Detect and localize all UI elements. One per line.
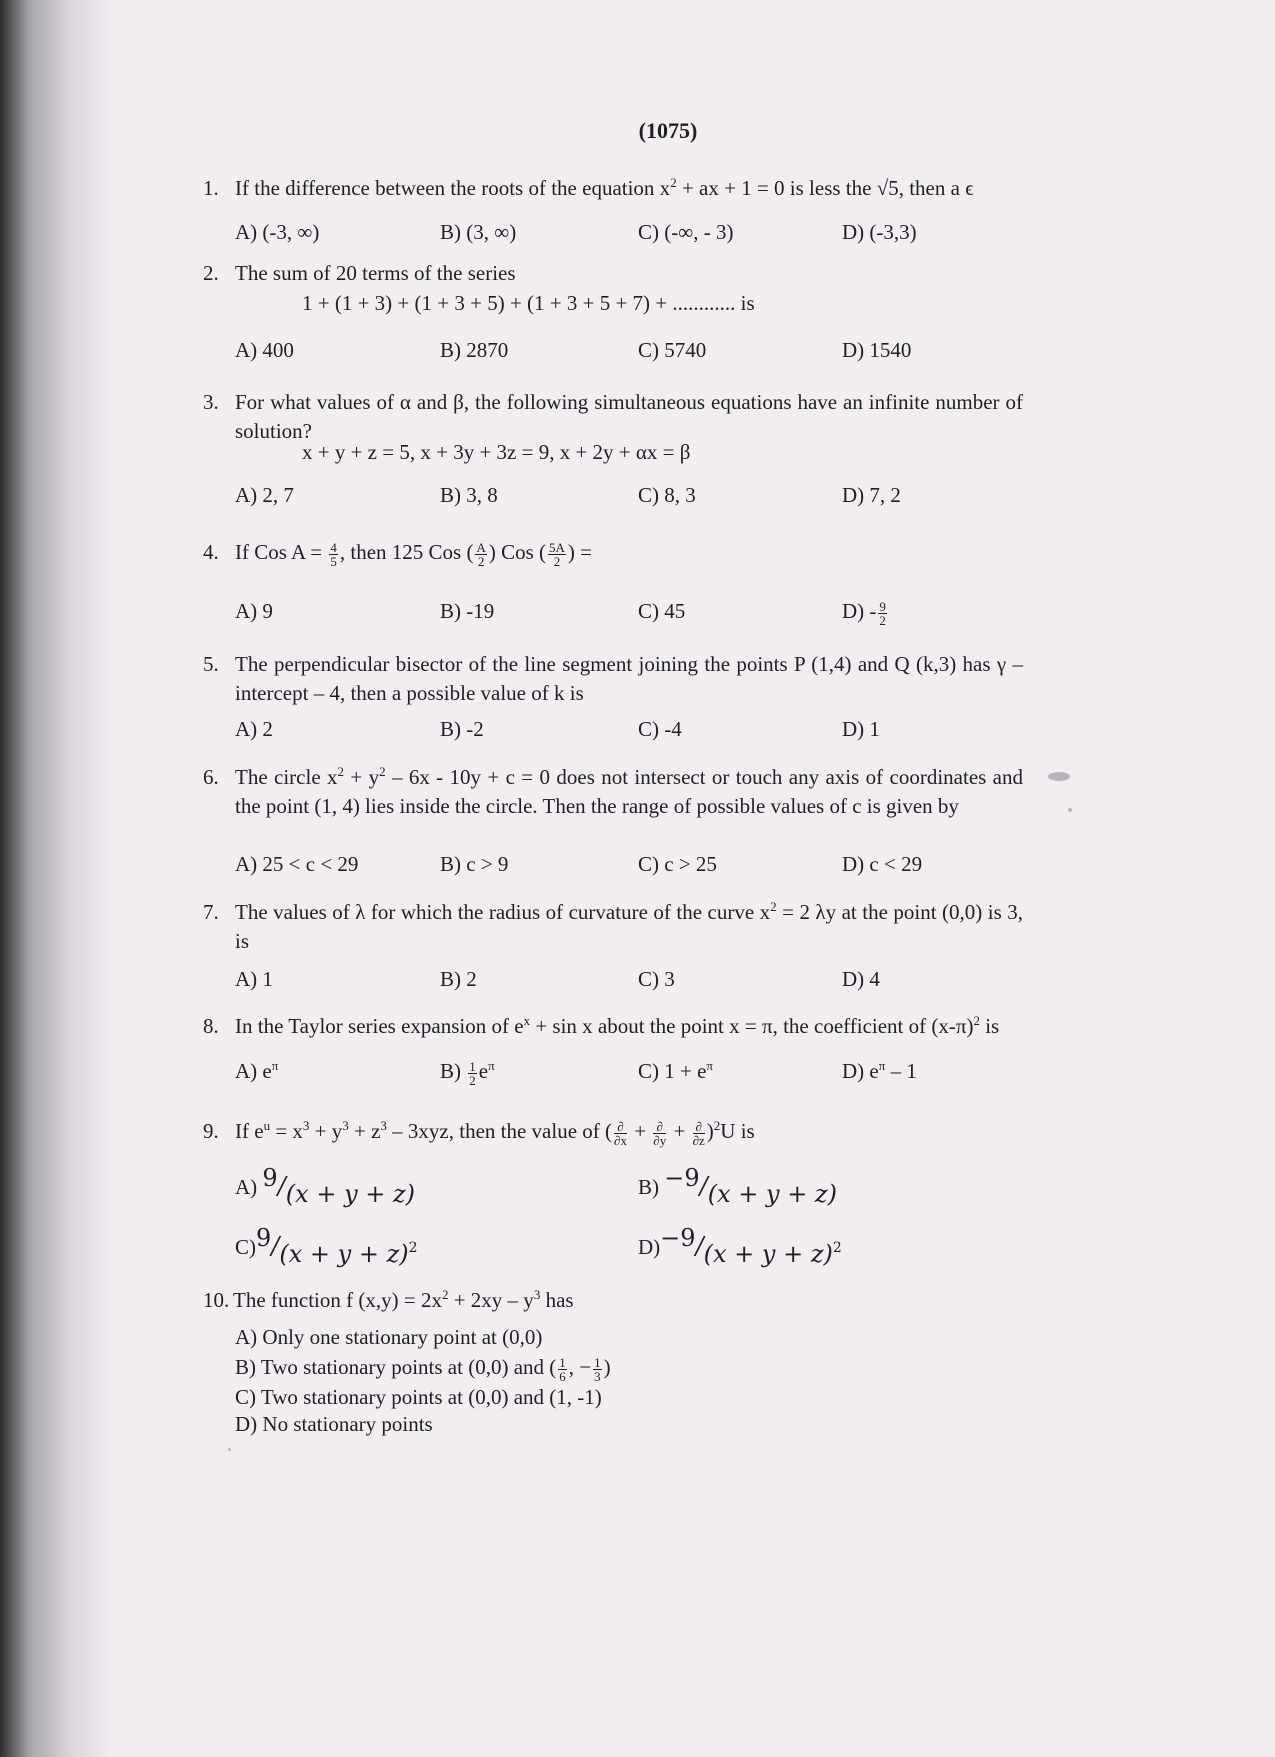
option[interactable]: D) 1540 xyxy=(842,338,912,362)
option[interactable]: B) -2 xyxy=(440,717,484,741)
scan-edge-shadow xyxy=(0,0,112,1757)
option[interactable]: C) (-∞, - 3) xyxy=(638,220,734,244)
fraction: $\frac{4}{5}$ xyxy=(330,539,337,569)
fraction: $\frac{9}{2}$ xyxy=(879,598,886,628)
option[interactable]: C) 45 xyxy=(638,599,686,623)
option[interactable]: A) 9 xyxy=(235,599,273,623)
question-number: 8. xyxy=(203,1014,219,1038)
option[interactable]: A) (-3, ∞) xyxy=(235,220,320,244)
option[interactable]: B) $\frac{1}{2}$ $e^\pi$ xyxy=(440,1058,495,1088)
question-text: The circle $x^2 + y^2 - 6x - 10y + c = 0$ does not intersect or touch any axis of coordinates and the point (1, 4) lies inside the circle. Then the range of possible values of c is given by xyxy=(235,764,1024,818)
option[interactable]: A) 25 < c < 29 xyxy=(235,852,359,876)
option[interactable]: C) 5740 xyxy=(638,338,707,362)
question-text: If Cos A = $\frac{4}{5}$ , then 125 Cos ( $\frac{A}{2}$ ) Cos ( $\frac{5A}{2}$ ) = xyxy=(235,539,592,569)
question-number: 4. xyxy=(203,540,219,564)
option[interactable]: $C)^9/_{(x + y + z)^2}$ xyxy=(235,1224,418,1268)
fraction: $\frac{\partial}{\partial x}$ xyxy=(614,1118,627,1148)
option[interactable]: C) $1 + e^\pi$ xyxy=(638,1058,713,1083)
simultaneous-equations: x + y + z = 5, x + 3y + 3z = 9, x + 2y + αx = β xyxy=(302,440,691,464)
question-number: 7. xyxy=(203,900,219,924)
option[interactable]: D) 1 xyxy=(842,717,880,741)
series-expression: 1 + (1 + 3) + (1 + 3 + 5) + (1 + 3 + 5 + 7) + ............ is xyxy=(302,291,755,315)
fraction: $\frac{\partial}{\partial y}$ xyxy=(653,1118,667,1148)
question-number: 5. xyxy=(203,652,219,676)
fraction: $\frac{\partial}{\partial z}$ xyxy=(692,1118,705,1148)
option[interactable]: B) $^{-9}/_{(x + y + z)}$ xyxy=(638,1164,837,1208)
option[interactable]: D) - $\frac{9}{2}$ xyxy=(842,598,886,628)
option[interactable]: A) 2, 7 xyxy=(235,483,294,507)
option[interactable]: B) Two stationary points at (0,0) and ( $\frac{1}{6}$ , − $\frac{1}{3}$ ) xyxy=(235,1354,611,1384)
option[interactable]: C) 3 xyxy=(638,967,675,991)
question-text: The values of λ for which the radius of curvature of the curve $x^2 = 2$ λy at the point (0,0) is 3, is xyxy=(235,899,1023,953)
option[interactable]: B) 3, 8 xyxy=(440,483,498,507)
question-number: 6. xyxy=(203,765,219,789)
question-number: 3. xyxy=(203,390,219,414)
paper-code: (1075) xyxy=(638,118,698,143)
option[interactable]: C) 8, 3 xyxy=(638,483,696,507)
option[interactable]: B) 2 xyxy=(440,967,477,991)
question-number: 10. xyxy=(203,1288,230,1312)
question-text: If $e^u = x^3 + y^3 + z^3 - 3xyz$, then the value of ( $\frac{\partial}{\partial x}$ + $\frac{\partial}{\partial y}$ + $\frac{\partial}{\partial z}$ )$^2$U is xyxy=(235,1118,755,1148)
option[interactable]: B) c > 9 xyxy=(440,852,509,876)
question-text: The sum of 20 terms of the series xyxy=(235,261,516,285)
option[interactable]: B) 2870 xyxy=(440,338,509,362)
option[interactable]: D) 4 xyxy=(842,967,880,991)
question-text: If the difference between the roots of the equation $x^2$ + ax + 1 = 0 is less the √5, then a ϵ xyxy=(235,175,974,200)
fraction: $\frac{5A}{2}$ xyxy=(549,539,565,569)
question-text: For what values of α and β, the following simultaneous equations have an infinite number of solution? xyxy=(235,390,1023,443)
option[interactable]: A) $e^\pi$ xyxy=(235,1058,279,1083)
question-text: The perpendicular bisector of the line segment joining the points P (1,4) and Q (k,3) has γ – intercept – 4, then a possible value of k is xyxy=(235,652,1023,705)
question-text: In the Taylor series expansion of $e^x + \sin x$ about the point x = π, the coefficient of $(x-\pi)^2$ is xyxy=(235,1013,1000,1038)
option[interactable]: A) 400 xyxy=(235,338,294,362)
question-text: The function f $(x,y) = 2x^2 + 2xy - y^3$ has xyxy=(233,1287,574,1312)
option[interactable]: A) 2 xyxy=(235,717,273,741)
question-number: 1. xyxy=(203,176,219,200)
option[interactable]: C) c > 25 xyxy=(638,852,717,876)
option[interactable]: D) (-3,3) xyxy=(842,220,917,244)
option[interactable]: D) No stationary points xyxy=(235,1412,433,1436)
option[interactable]: C) Two stationary points at (0,0) and (1, -1) xyxy=(235,1385,602,1409)
option[interactable]: A) $^9/_{(x + y + z)}$ xyxy=(235,1164,415,1208)
question-number: 2. xyxy=(203,261,219,285)
scan-speck xyxy=(228,1448,231,1451)
fraction: $\frac{1}{6}$ xyxy=(559,1354,566,1384)
fraction: $\frac{1}{2}$ xyxy=(469,1058,476,1088)
option[interactable]: A) 1 xyxy=(235,967,273,991)
option[interactable]: D) 7, 2 xyxy=(842,483,901,507)
option[interactable]: C) -4 xyxy=(638,717,682,741)
scan-speck xyxy=(1048,772,1070,781)
option[interactable]: $D)^{-9}/_{(x + y + z)^2}$ xyxy=(638,1224,842,1268)
fraction: $\frac{1}{3}$ xyxy=(594,1354,601,1384)
option[interactable]: A) Only one stationary point at (0,0) xyxy=(235,1325,543,1349)
question-number: 9. xyxy=(203,1119,219,1143)
option[interactable]: D) c < 29 xyxy=(842,852,923,876)
option[interactable]: D) $e^\pi - 1$ xyxy=(842,1058,917,1083)
option[interactable]: B) -19 xyxy=(440,599,495,623)
scan-speck xyxy=(1068,808,1072,812)
option[interactable]: B) (3, ∞) xyxy=(440,220,517,244)
fraction: $\frac{A}{2}$ xyxy=(476,539,486,569)
